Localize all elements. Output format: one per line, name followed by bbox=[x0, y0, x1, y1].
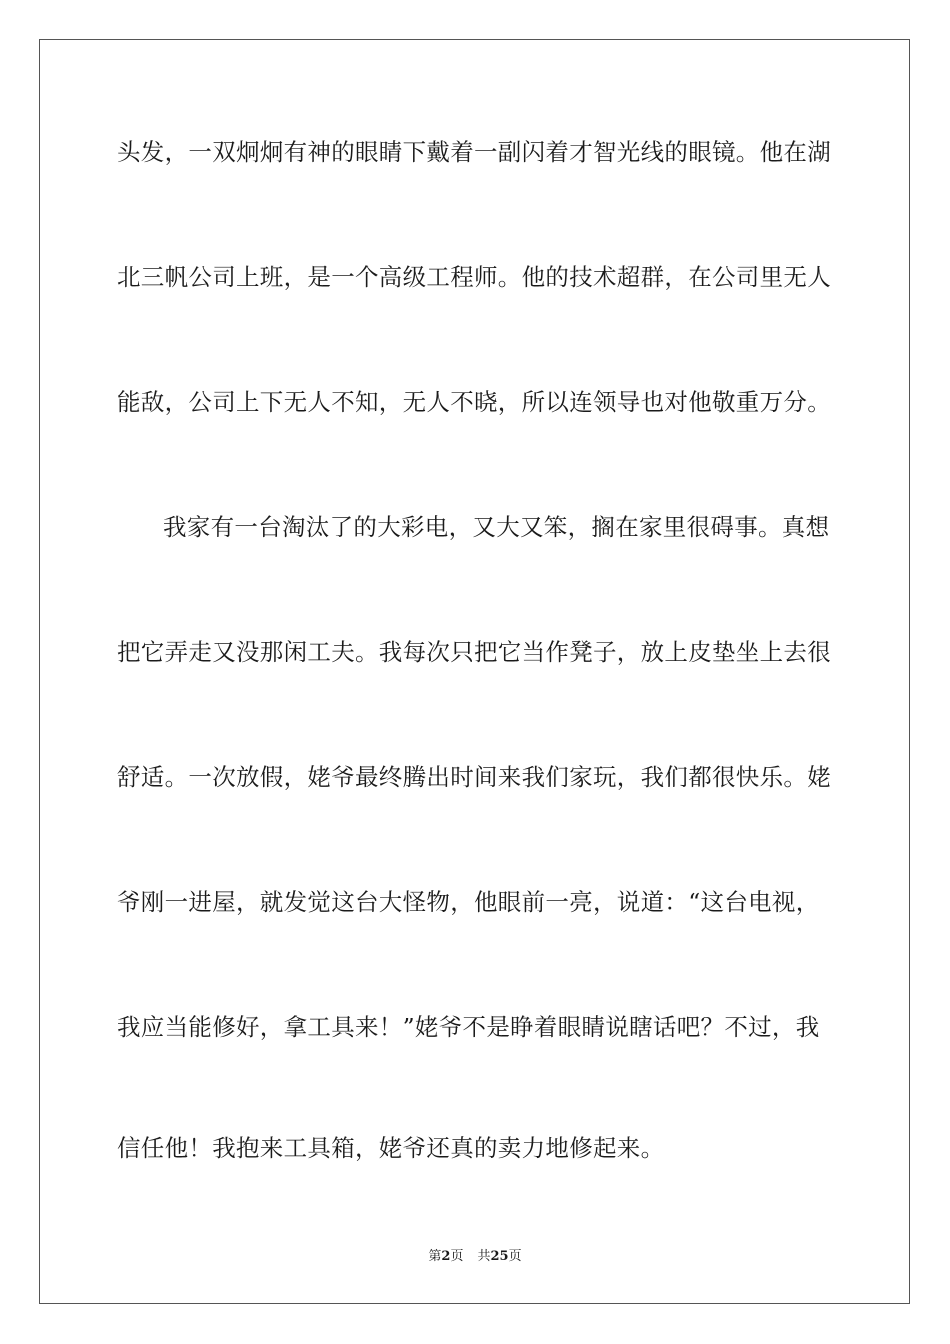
page-prefix: 第 bbox=[428, 1249, 442, 1264]
paragraph-first-line: 我家有一台淘汰了的大彩电，又大又笨，搁在家里很碍事。真想 bbox=[163, 513, 830, 541]
text-line: 能敌，公司上下无人不知，无人不晓，所以连领导也对他敬重万分。 bbox=[117, 388, 831, 416]
page-border bbox=[39, 39, 910, 1304]
text-line: 我应当能修好，拿工具来！”姥爷不是睁着眼睛说瞎话吧？不过，我 bbox=[117, 1013, 820, 1041]
page-footer bbox=[0, 1248, 950, 1266]
total-prefix: 共 bbox=[477, 1249, 491, 1264]
total-pages: 25 bbox=[490, 1249, 509, 1264]
text-line: 把它弄走又没那闲工夫。我每次只把它当作凳子，放上皮垫坐上去很 bbox=[117, 638, 831, 666]
page-suffix: 页 bbox=[450, 1249, 464, 1264]
text-line: 爷刚一进屋，就发觉这台大怪物，他眼前一亮，说道：“这台电视， bbox=[117, 888, 820, 916]
total-suffix: 页 bbox=[508, 1249, 522, 1264]
text-line: 北三帆公司上班，是一个高级工程师。他的技术超群，在公司里无人 bbox=[117, 263, 831, 291]
text-line: 舒适。一次放假，姥爷最终腾出时间来我们家玩，我们都很快乐。姥 bbox=[117, 763, 831, 791]
text-line: 信任他！我抱来工具箱，姥爷还真的卖力地修起来。 bbox=[117, 1134, 665, 1162]
page-number: 2 bbox=[441, 1249, 451, 1264]
text-line: 头发，一双炯炯有神的眼睛下戴着一副闪着才智光线的眼镜。他在湖 bbox=[117, 138, 831, 166]
